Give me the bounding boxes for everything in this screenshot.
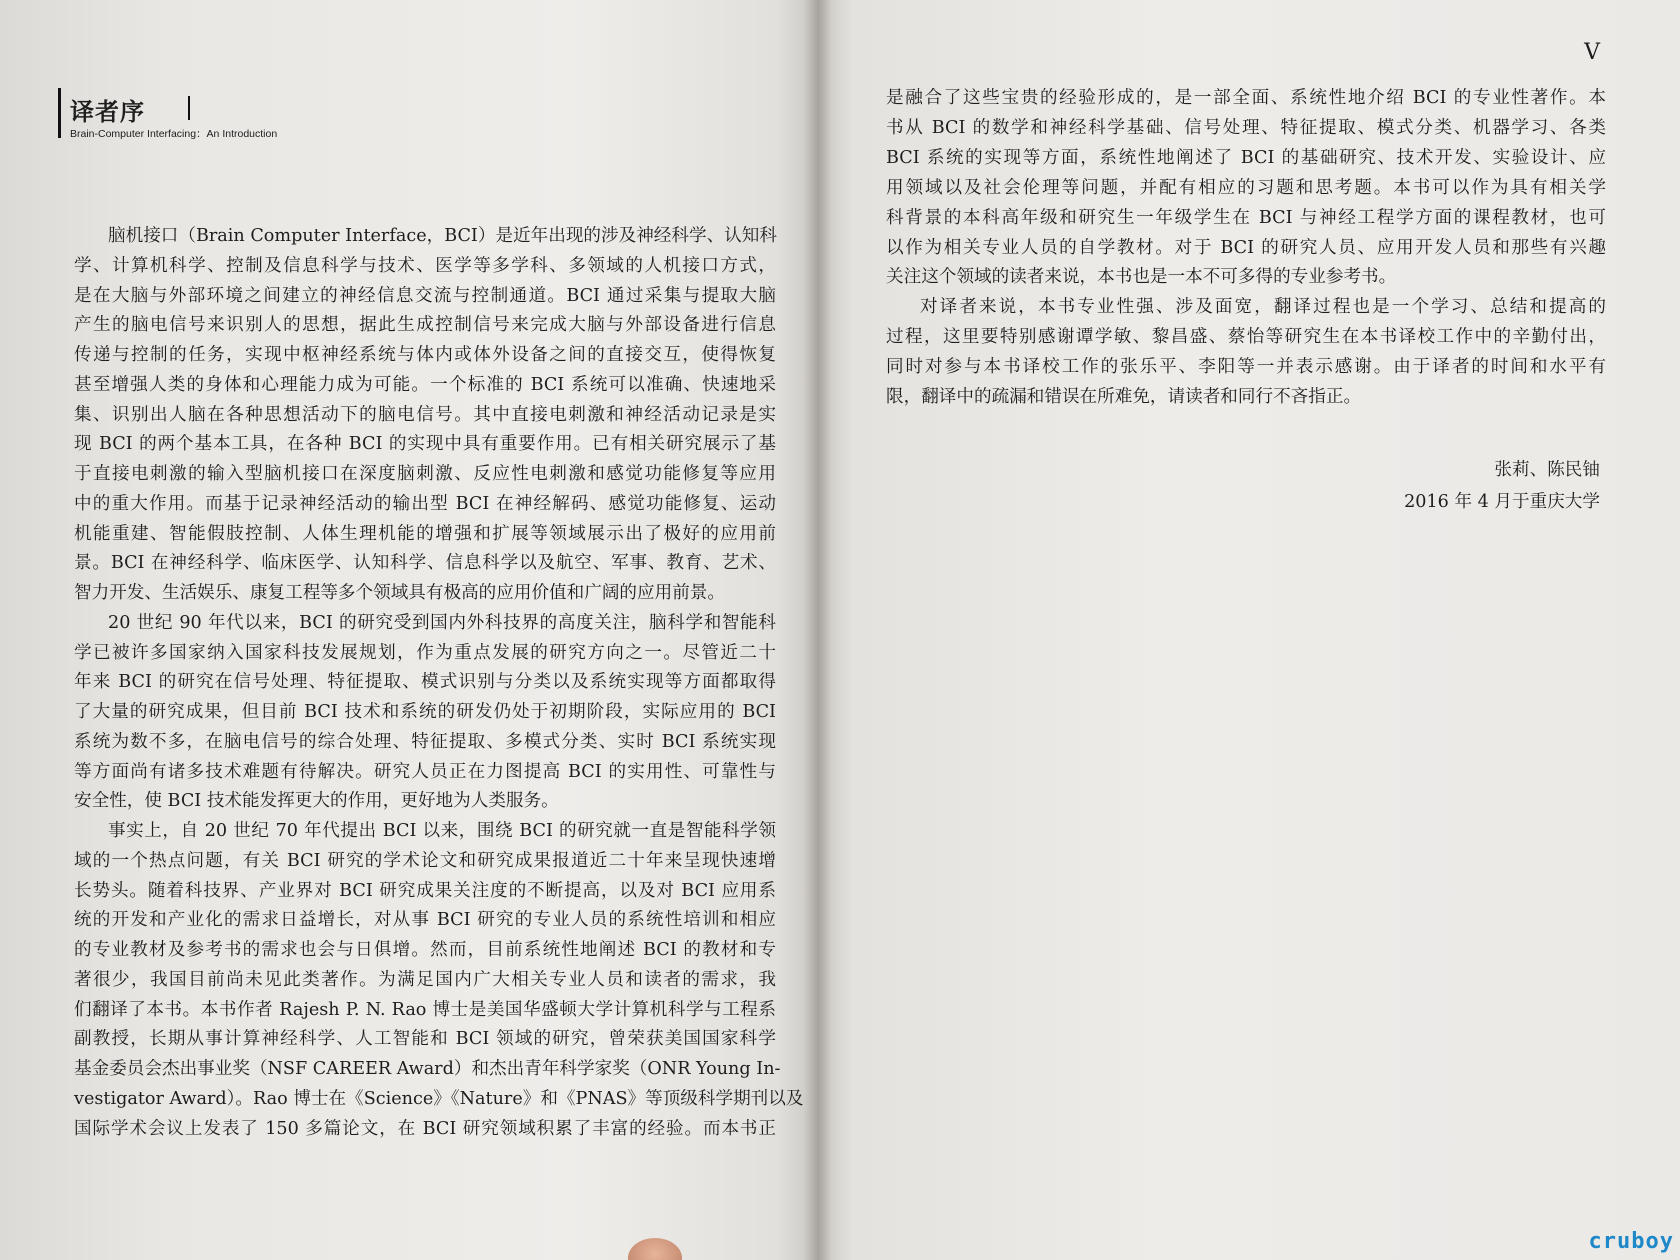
text-line: BCI 系统的实现等方面，系统性地阐述了 BCI 的基础研究、技术开发、实验设计、应 [886,147,1606,168]
right-page [818,0,1680,1260]
text-line: 传递与控制的任务，实现中枢神经系统与体内或体外设备之间的直接交互，使得恢复 [74,345,776,365]
text-line: 限，翻译中的疏漏和错误在所难免，请读者和同行不吝指正。 [886,387,1362,407]
text-line: 20 世纪 90 年代以来，BCI 的研究受到国内外科技界的高度关注，脑科学和智能科 [108,612,776,633]
text-line: 系统为数不多，在脑电信号的综合处理、特征提取、多模式分类、实时 BCI 系统实现 [74,731,776,752]
page-number: V [1584,40,1600,65]
text-line: 产生的脑电信号来识别人的思想，据此生成控制信号来完成大脑与外部设备进行信息 [74,315,776,336]
header-rule [58,88,61,138]
text-line: 用领域以及社会伦理等问题，并配有相应的习题和思考题。本书可以作为具有相关学 [886,177,1606,198]
text-line: 科背景的本科高年级和研究生一年级学生在 BCI 与神经工程学方面的课程教材，也可 [886,207,1606,228]
text-line: 年来 BCI 的研究在信号处理、特征提取、模式识别与分类以及系统实现等方面都取得 [74,672,776,693]
text-line: 过程，这里要特别感谢谭学敏、黎昌盛、蔡怡等研究生在本书译校工作中的辛勤付出， [886,327,1606,348]
text-line: 关注这个领域的读者来说，本书也是一本不可多得的专业参考书。 [886,267,1397,288]
text-line: 智力开发、生活娱乐、康复工程等多个领域具有极高的应用价值和广阔的应用前景。 [74,583,725,603]
text-line: 书从 BCI 的数学和神经科学基础、信号处理、特征提取、模式分类、机器学习、各类 [886,117,1606,138]
text-line: 中的重大作用。而基于记录神经活动的输出型 BCI 在神经解码、感觉功能修复、运动 [74,493,776,514]
text-line: 的专业教材及参考书的需求也会与日俱增。然而，目前系统性地阐述 BCI 的教材和专 [74,940,776,960]
text-line: 甚至增强人类的身体和心理能力成为可能。一个标准的 BCI 系统可以准确、快速地采 [74,374,776,395]
text-line: 学已被许多国家纳入国家科技发展规划，作为重点发展的研究方向之一。尽管近二十 [74,642,776,663]
text-line: 国际学术会议上发表了 150 多篇论文，在 BCI 研究领域积累了丰富的经验。而本书正 [74,1118,776,1139]
book-gutter [804,0,832,1260]
text-line: 对译者来说，本书专业性强、涉及面宽，翻译过程也是一个学习、总结和提高的 [920,297,1606,318]
text-line: vestigator Award）。Rao 博士在《Science》《Nature》和《PNAS》等顶级科学期刊以及 [74,1088,804,1109]
text-line: 集、识别出人脑在各种思想活动下的脑电信号。其中直接电刺激和神经活动记录是实 [74,404,776,425]
text-line: 于直接电刺激的输入型脑机接口在深度脑刺激、反应性电刺激和感觉功能修复等应用 [74,464,776,484]
text-line: 学、计算机科学、控制及信息科学与技术、医学等多学科、多领域的人机接口方式， [74,255,776,276]
text-line: 们翻译了本书。本书作者 Rajesh P. N. Rao 博士是美国华盛顿大学计算机科学与工程系 [74,999,776,1020]
text-line: 以作为相关专业人员的自学教材。对于 BCI 的研究人员、应用开发人员和那些有兴趣 [886,237,1606,258]
text-line: 安全性，使 BCI 技术能发挥更大的作用，更好地为人类服务。 [74,791,559,812]
text-line: 统的开发和产业化的需求日益增长，对从事 BCI 研究的专业人员的系统性培训和相应 [74,910,776,931]
text-line: 机能重建、智能假肢控制、人体生理机能的增强和扩展等领域展示出了极好的应用前 [74,523,776,544]
text-line: 域的一个热点问题，有关 BCI 研究的学术论文和研究成果报道近二十年来呈现快速增 [74,850,776,871]
text-line: 了大量的研究成果，但目前 BCI 技术和系统的研发仍处于初期阶段，实际应用的 BCI [74,702,776,722]
text-line: 等方面尚有诸多技术难题有待解决。研究人员正在力图提高 BCI 的实用性、可靠性与 [74,761,776,782]
header-divider [188,96,190,120]
signature-date: 2016 年 4 月于重庆大学 [1404,492,1600,512]
text-line: 是在大脑与外部环境之间建立的神经信息交流与控制通道。BCI 通过采集与提取大脑 [74,285,776,306]
chapter-title: 译者序 [70,98,145,126]
text-line: 同时对参与本书译校工作的张乐平、李阳等一并表示感谢。由于译者的时间和水平有 [886,357,1606,378]
left-page [0,0,818,1260]
thumb-at-bottom [628,1238,682,1260]
text-line: 景。BCI 在神经科学、临床医学、认知科学、信息科学以及航空、军事、教育、艺术、 [74,553,776,574]
book-subtitle: Brain-Computer Interfacing：An Introduction [70,128,278,140]
text-line: 脑机接口（Brain Computer Interface，BCI）是近年出现的涉及神经科学、认知科 [108,226,777,246]
text-line: 长势头。随着科技界、产业界对 BCI 研究成果关注度的不断提高，以及对 BCI 应用系 [74,880,776,901]
text-line: 基金委员会杰出事业奖（NSF CAREER Award）和杰出青年科学家奖（ONR Young In- [74,1059,781,1079]
text-line: 事实上，自 20 世纪 70 年代提出 BCI 以来，围绕 BCI 的研究就一直是智能科学领 [108,821,776,841]
signature-names: 张莉、陈民铀 [1494,460,1600,480]
watermark-logo: cruboy [1588,1229,1674,1254]
text-line: 是融合了这些宝贵的经验形成的，是一部全面、系统性地介绍 BCI 的专业性著作。本 [886,88,1606,108]
text-line: 副教授，长期从事计算神经科学、人工智能和 BCI 领域的研究，曾荣获美国国家科学 [74,1029,776,1050]
text-line: 现 BCI 的两个基本工具，在各种 BCI 的实现中具有重要作用。已有相关研究展示了基 [74,434,776,455]
text-line: 著很少，我国目前尚未见此类著作。为满足国内广大相关专业人员和读者的需求，我 [74,969,776,990]
